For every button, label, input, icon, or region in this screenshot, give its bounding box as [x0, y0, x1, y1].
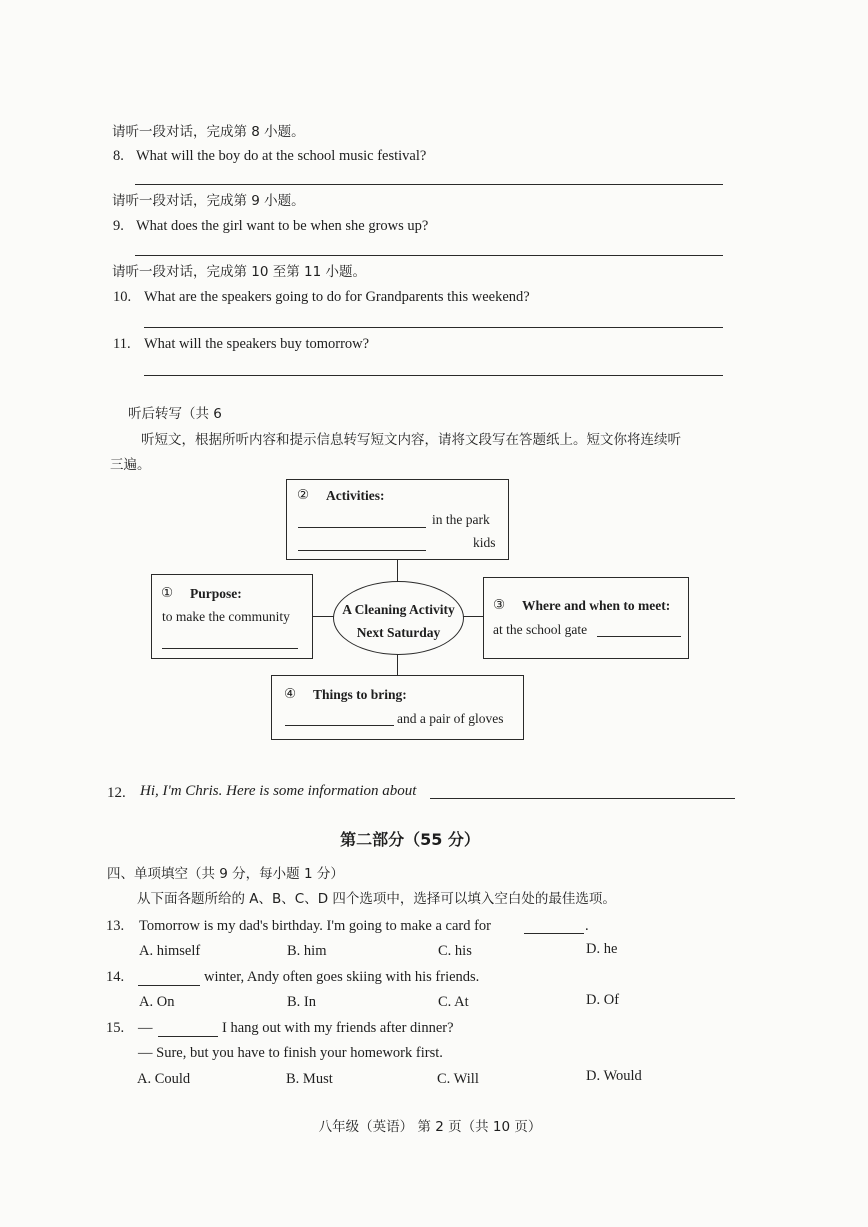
- q8-question: What will the boy do at the school music festival?: [136, 148, 427, 164]
- q14-blank[interactable]: [138, 985, 200, 986]
- q13-option-c[interactable]: C. his: [438, 943, 472, 959]
- q13-stem-end: .: [585, 918, 589, 934]
- q13-option-b[interactable]: B. him: [287, 943, 327, 959]
- q14-option-b[interactable]: B. In: [287, 994, 316, 1010]
- q11-number: 11.: [113, 336, 131, 352]
- q15-option-a[interactable]: A. Could: [137, 1071, 191, 1087]
- q11-answer-line[interactable]: [144, 375, 723, 376]
- center-title-line1: A Cleaning Activity: [342, 602, 455, 617]
- q13-number: 13.: [106, 918, 125, 934]
- activities-blank-2[interactable]: [298, 550, 426, 551]
- connector-top: [397, 559, 398, 582]
- q15-option-c[interactable]: C. Will: [437, 1071, 479, 1087]
- q12-answer-line[interactable]: [430, 798, 735, 799]
- q14-option-a[interactable]: A. On: [139, 994, 175, 1010]
- q9-answer-line[interactable]: [135, 255, 723, 256]
- q8-answer-line[interactable]: [135, 184, 723, 185]
- things-line1-suffix: and a pair of gloves: [397, 711, 504, 726]
- page-footer: 八年级（英语） 第 2 页（共 10 页）: [318, 1119, 542, 1135]
- things-title: Things to bring:: [313, 687, 407, 702]
- q15-option-d[interactable]: D. Would: [586, 1068, 642, 1084]
- activities-number: ②: [297, 487, 310, 502]
- q8-intro: 请听一段对话，完成第 8 小题。: [112, 124, 305, 140]
- part-two-title: 第二部分（55 分）: [340, 830, 480, 849]
- q10-intro: 请听一段对话，完成第 10 至第 11 小题。: [112, 264, 367, 280]
- activities-blank-1[interactable]: [298, 527, 426, 528]
- q15-number: 15.: [106, 1020, 125, 1036]
- q15-reply: — Sure, but you have to finish your homework first.: [138, 1045, 443, 1061]
- q15-option-b[interactable]: B. Must: [286, 1071, 333, 1087]
- q14-stem: winter, Andy often goes skiing with his friends.: [204, 969, 480, 985]
- activities-line2-suffix: kids: [473, 535, 496, 550]
- section-four-instructions: 从下面各题所给的 A、B、C、D 四个选项中，选择可以填入空白处的最佳选项。: [137, 891, 616, 907]
- where-blank[interactable]: [597, 636, 681, 637]
- things-blank[interactable]: [285, 725, 394, 726]
- dictation-heading: 听后转写（共 6: [128, 406, 222, 422]
- activities-title: Activities:: [326, 488, 385, 503]
- q14-option-d[interactable]: D. Of: [586, 992, 620, 1008]
- q15-dash: —: [138, 1020, 153, 1036]
- activities-line1-suffix: in the park: [432, 512, 490, 527]
- q14-number: 14.: [106, 969, 125, 985]
- box-things-to-bring: [271, 675, 524, 740]
- q14-option-c[interactable]: C. At: [438, 994, 469, 1010]
- q12-number: 12.: [107, 785, 126, 801]
- center-title-line2: Next Saturday: [356, 625, 441, 640]
- purpose-blank[interactable]: [162, 648, 298, 649]
- section-four-heading: 四、单项填空（共 9 分，每小题 1 分）: [107, 866, 344, 882]
- q13-stem: Tomorrow is my dad's birthday. I'm going to make a card for: [139, 918, 491, 934]
- q15-stem: I hang out with my friends after dinner?: [222, 1020, 454, 1036]
- q13-blank[interactable]: [524, 933, 584, 934]
- q13-option-d[interactable]: D. he: [586, 941, 618, 957]
- q15-blank[interactable]: [158, 1036, 218, 1037]
- q11-question: What will the speakers buy tomorrow?: [144, 336, 370, 352]
- connector-bottom: [397, 654, 398, 675]
- q9-intro: 请听一段对话，完成第 9 小题。: [112, 193, 305, 209]
- purpose-title: Purpose:: [190, 586, 242, 601]
- where-number: ③: [493, 597, 506, 612]
- box-where-when: [483, 577, 689, 659]
- connector-left: [312, 616, 334, 617]
- dictation-instructions-line1: 听短文，根据所听内容和提示信息转写短文内容，请将文段写在答题纸上。短文你将连续听: [141, 432, 681, 448]
- q12-prompt: Hi, I'm Chris. Here is some information about: [140, 783, 417, 799]
- purpose-line1: to make the community: [162, 609, 290, 624]
- purpose-number: ①: [161, 585, 174, 600]
- where-line1: at the school gate: [493, 622, 588, 637]
- q9-number: 9.: [113, 218, 124, 234]
- q9-question: What does the girl want to be when she grows up?: [136, 218, 429, 234]
- q13-option-a[interactable]: A. himself: [139, 943, 201, 959]
- q10-answer-line[interactable]: [144, 327, 723, 328]
- q10-question: What are the speakers going to do for Grandparents this weekend?: [144, 289, 530, 305]
- q10-number: 10.: [113, 289, 132, 305]
- q8-number: 8.: [113, 148, 124, 164]
- dictation-instructions-line2: 三遍。: [110, 457, 151, 473]
- things-number: ④: [284, 686, 297, 701]
- where-title: Where and when to meet:: [522, 598, 671, 613]
- connector-right: [463, 616, 484, 617]
